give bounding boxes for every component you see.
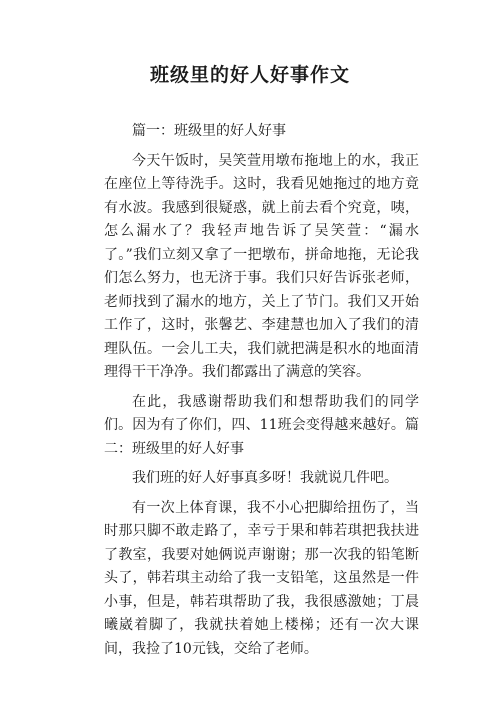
- paragraph: 今天午饭时，吴笑萱用墩布拖地上的水，我正在座位上等待洗手。这时，我看见她拖过的地方竟有水波。我感到很疑惑，就上前去看个究竟，咦，怎么漏水了？我轻声地告诉了吴笑萱：“漏水了。”我们立刻又拿了一把墩布，拼命地拖，无论我们怎么努力，也无济于事。我们只好告诉张老师，老师找到了漏水的地方，关上了节门。我们又开始工作了，这时，张馨艺、李建慧也加入了我们的清理队伍。一会儿工夫，我们就把满是积水的地面清理得干干净净。我们都露出了满意的笑容。: [104, 152, 419, 380]
- section-heading: 篇一：班级里的好人好事: [132, 123, 286, 139]
- document-title: 班级里的好人好事作文: [149, 64, 350, 86]
- paragraph: 我们班的好人好事真多呀！我就说几件吧。: [132, 470, 398, 486]
- document-body: [104, 120, 419, 661]
- paragraph: 在此，我感谢帮助我们和想帮助我们的同学们。因为有了你们，四、11班会变得越来越好。篇二：班级里的好人好事: [104, 393, 419, 457]
- paragraph: 有一次上体育课，我不小心把脚给扭伤了，当时那只脚不敢走路了，幸亏于果和韩若琪把我扶进了教室，我要对她俩说声谢谢；那一次我的铅笔断头了，韩若琪主动给了我一支铅笔，这虽然是一件小事，但是，韩若琪帮助了我，我很感激她；丁晨曦崴着脚了，我就扶着她上楼梯；还有一次大课间，我捡了10元钱，交给了老师。: [104, 499, 419, 657]
